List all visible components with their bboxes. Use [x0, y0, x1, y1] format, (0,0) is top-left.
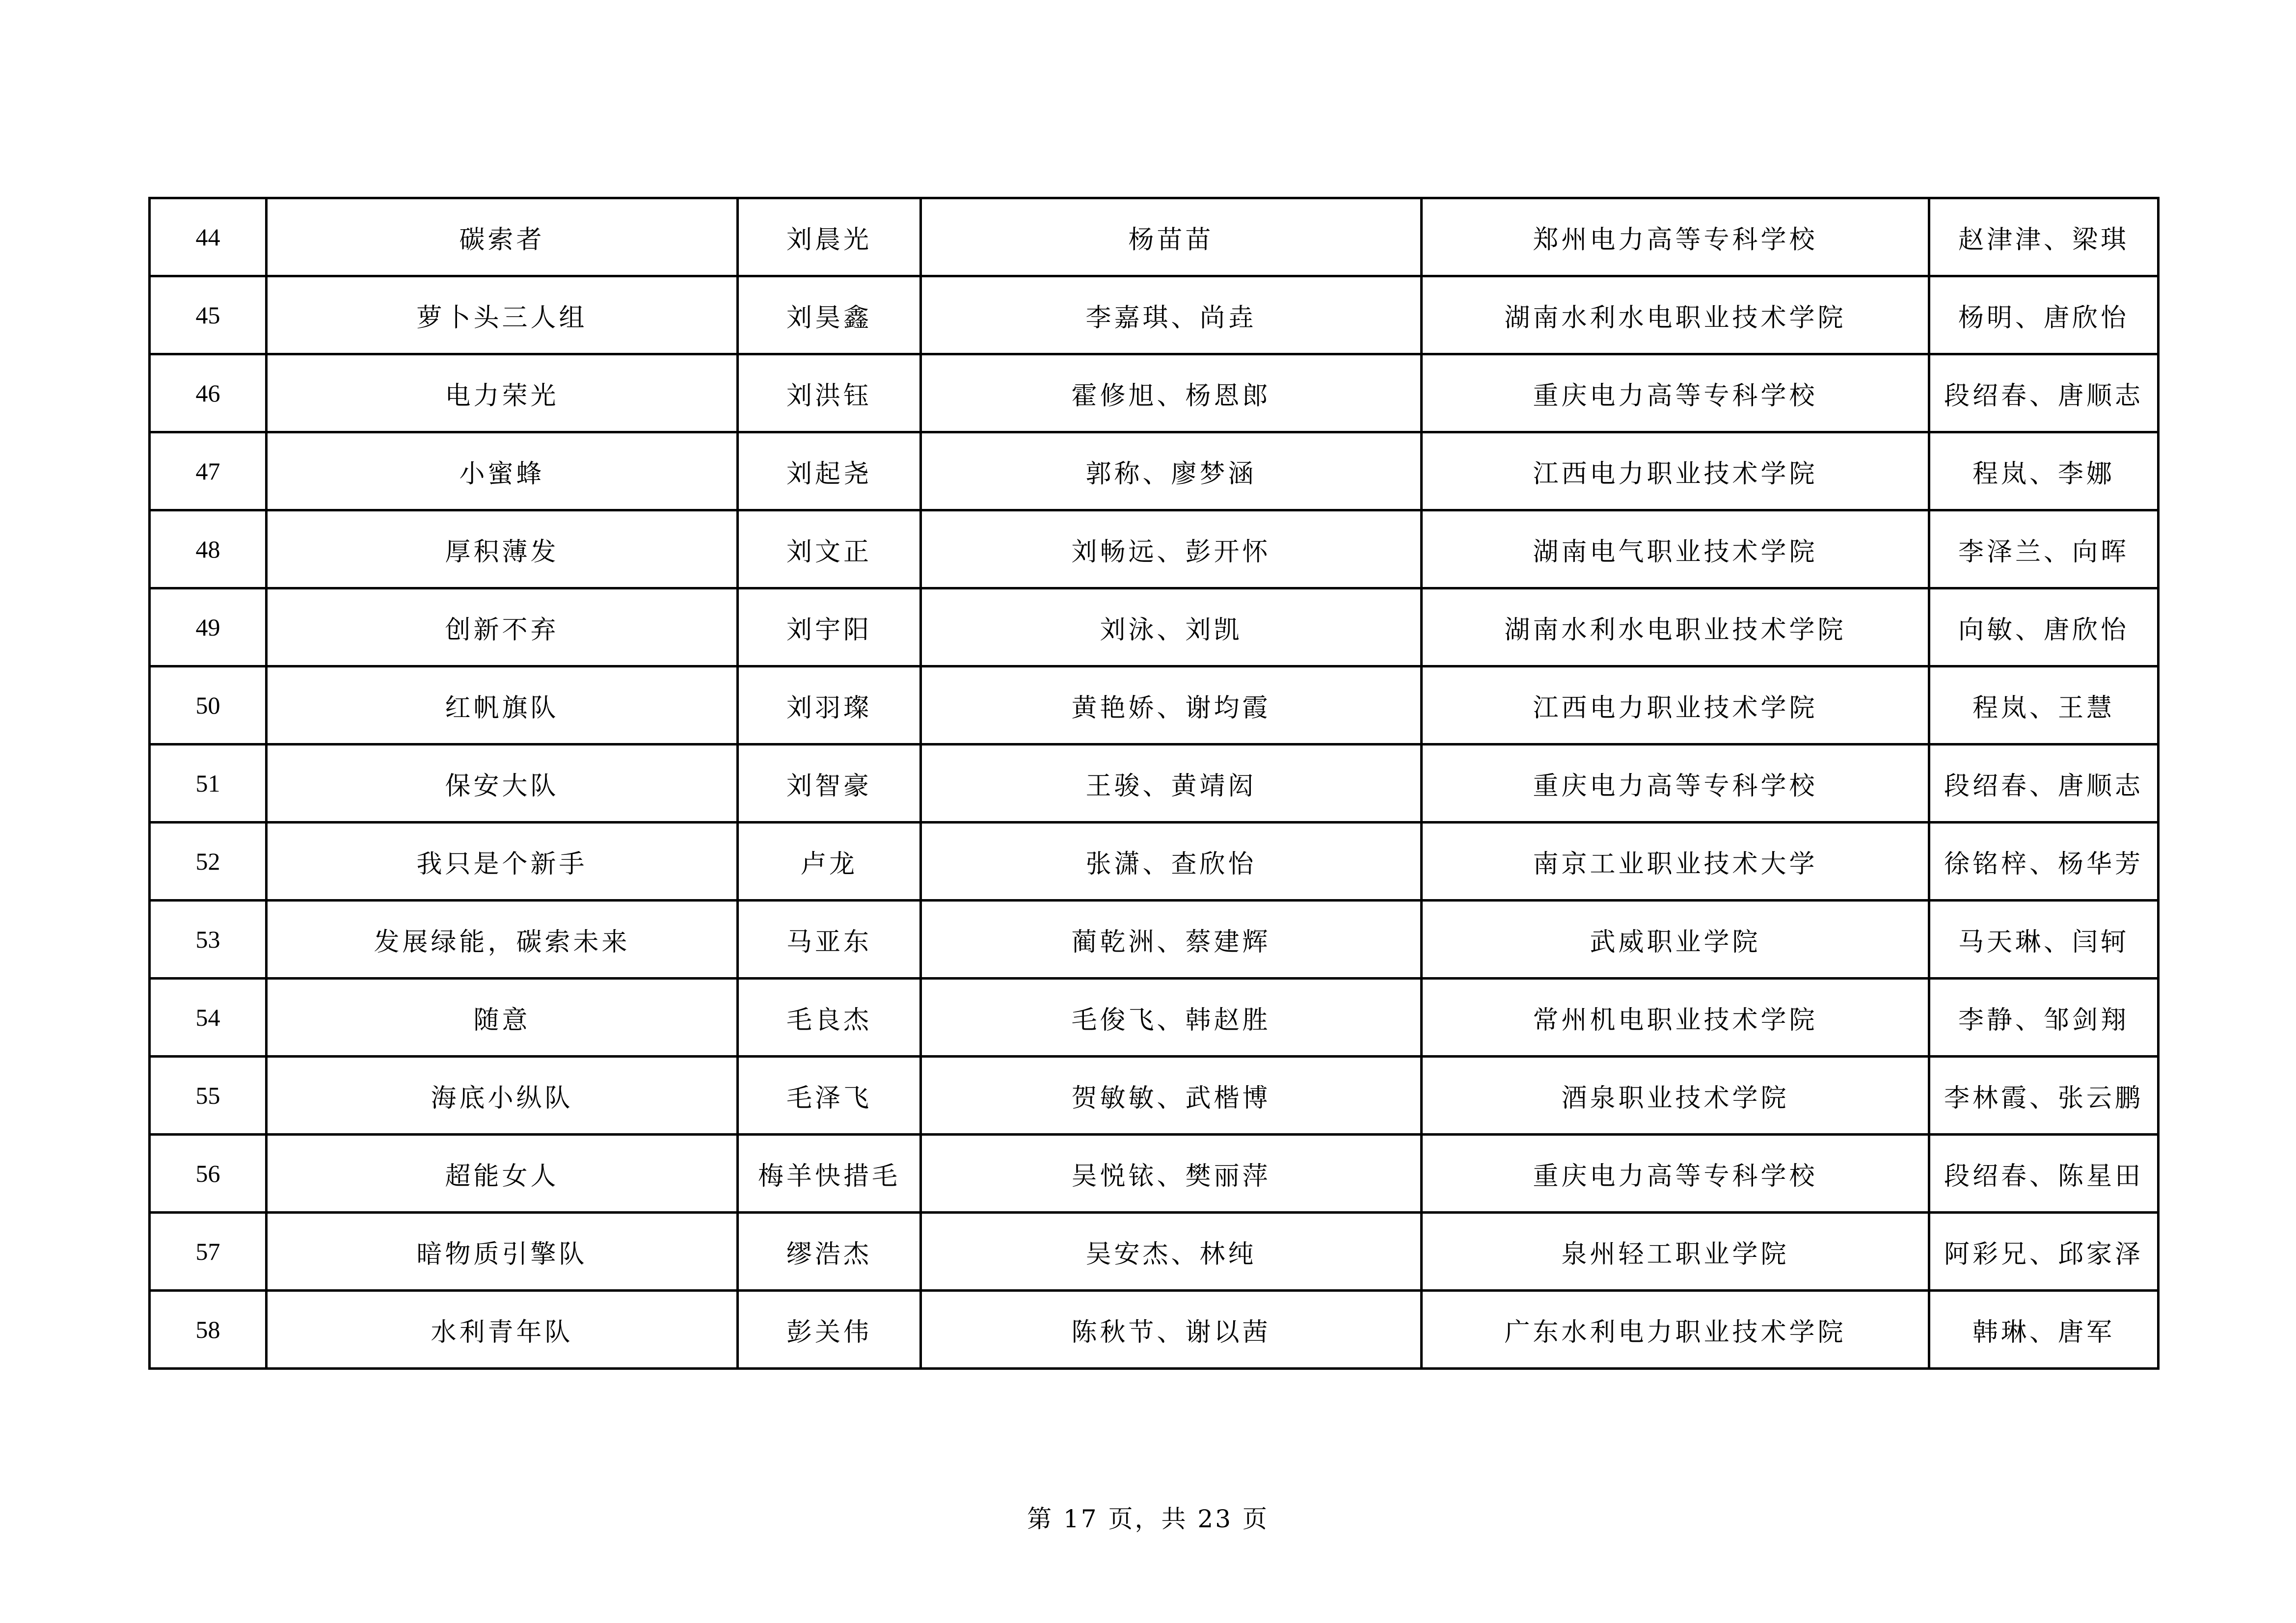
leader-name-cell: 刘洪钰	[738, 354, 921, 432]
advisor-names-cell: 段绍春、陈星田	[1929, 1135, 2159, 1213]
member-names-cell: 郭称、廖梦涵	[921, 432, 1422, 510]
member-names-cell: 黄艳娇、谢均霞	[921, 666, 1422, 745]
advisor-names-cell: 马天琳、闫轲	[1929, 901, 2159, 979]
row-number-cell: 57	[150, 1213, 267, 1291]
member-names-cell: 蔺乾洲、蔡建辉	[921, 901, 1422, 979]
school-name-cell: 武威职业学院	[1422, 901, 1929, 979]
leader-name-cell: 彭关伟	[738, 1291, 921, 1369]
leader-name-cell: 刘智豪	[738, 745, 921, 823]
member-names-cell: 霍修旭、杨恩郎	[921, 354, 1422, 432]
team-name-cell: 我只是个新手	[267, 823, 738, 901]
team-roster-table	[148, 197, 2160, 1370]
table-row	[150, 1291, 2159, 1369]
school-name-cell: 重庆电力高等专科学校	[1422, 354, 1929, 432]
advisor-names-cell: 段绍春、唐顺志	[1929, 745, 2159, 823]
advisor-names-cell: 李静、邹剑翔	[1929, 979, 2159, 1057]
school-name-cell: 常州机电职业技术学院	[1422, 979, 1929, 1057]
team-name-cell: 水利青年队	[267, 1291, 738, 1369]
member-names-cell: 杨苗苗	[921, 198, 1422, 276]
member-names-cell: 吴悦铱、樊丽萍	[921, 1135, 1422, 1213]
team-name-cell: 电力荣光	[267, 354, 738, 432]
table-row	[150, 1057, 2159, 1135]
table-row	[150, 901, 2159, 979]
advisor-names-cell: 杨明、唐欣怡	[1929, 276, 2159, 354]
school-name-cell: 湖南水利水电职业技术学院	[1422, 276, 1929, 354]
member-names-cell: 刘畅远、彭开怀	[921, 510, 1422, 588]
leader-name-cell: 梅羊快措毛	[738, 1135, 921, 1213]
school-name-cell: 重庆电力高等专科学校	[1422, 745, 1929, 823]
advisor-names-cell: 程岚、王慧	[1929, 666, 2159, 745]
team-name-cell: 创新不弃	[267, 588, 738, 666]
school-name-cell: 湖南水利水电职业技术学院	[1422, 588, 1929, 666]
advisor-names-cell: 向敏、唐欣怡	[1929, 588, 2159, 666]
row-number-cell: 51	[150, 745, 267, 823]
school-name-cell: 江西电力职业技术学院	[1422, 666, 1929, 745]
member-names-cell: 毛俊飞、韩赵胜	[921, 979, 1422, 1057]
school-name-cell: 南京工业职业技术大学	[1422, 823, 1929, 901]
team-name-cell: 萝卜头三人组	[267, 276, 738, 354]
member-names-cell: 李嘉琪、尚垚	[921, 276, 1422, 354]
team-name-cell: 超能女人	[267, 1135, 738, 1213]
school-name-cell: 泉州轻工职业学院	[1422, 1213, 1929, 1291]
member-names-cell: 王骏、黄靖闳	[921, 745, 1422, 823]
row-number-cell: 54	[150, 979, 267, 1057]
row-number-cell: 44	[150, 198, 267, 276]
team-name-cell: 小蜜蜂	[267, 432, 738, 510]
row-number-cell: 49	[150, 588, 267, 666]
row-number-cell: 55	[150, 1057, 267, 1135]
leader-name-cell: 毛泽飞	[738, 1057, 921, 1135]
advisor-names-cell: 程岚、李娜	[1929, 432, 2159, 510]
table-body	[150, 198, 2159, 1369]
leader-name-cell: 马亚东	[738, 901, 921, 979]
table-row	[150, 666, 2159, 745]
table-row	[150, 1213, 2159, 1291]
team-name-cell: 海底小纵队	[267, 1057, 738, 1135]
table-row	[150, 745, 2159, 823]
team-name-cell: 随意	[267, 979, 738, 1057]
member-names-cell: 刘泳、刘凯	[921, 588, 1422, 666]
row-number-cell: 56	[150, 1135, 267, 1213]
table-row	[150, 276, 2159, 354]
leader-name-cell: 卢龙	[738, 823, 921, 901]
row-number-cell: 45	[150, 276, 267, 354]
advisor-names-cell: 徐铭梓、杨华芳	[1929, 823, 2159, 901]
row-number-cell: 47	[150, 432, 267, 510]
row-number-cell: 46	[150, 354, 267, 432]
leader-name-cell: 刘文正	[738, 510, 921, 588]
team-name-cell: 厚积薄发	[267, 510, 738, 588]
advisor-names-cell: 韩琳、唐军	[1929, 1291, 2159, 1369]
page-footer: 第 17 页，共 23 页	[1027, 1505, 1269, 1533]
member-names-cell: 张潇、查欣怡	[921, 823, 1422, 901]
team-name-cell: 碳索者	[267, 198, 738, 276]
table-row	[150, 979, 2159, 1057]
leader-name-cell: 刘羽璨	[738, 666, 921, 745]
row-number-cell: 48	[150, 510, 267, 588]
school-name-cell: 重庆电力高等专科学校	[1422, 1135, 1929, 1213]
table-row	[150, 588, 2159, 666]
table-row	[150, 823, 2159, 901]
member-names-cell: 陈秋节、谢以茜	[921, 1291, 1422, 1369]
table-row	[150, 432, 2159, 510]
team-name-cell: 保安大队	[267, 745, 738, 823]
leader-name-cell: 刘昊鑫	[738, 276, 921, 354]
row-number-cell: 53	[150, 901, 267, 979]
team-name-cell: 红帆旗队	[267, 666, 738, 745]
school-name-cell: 酒泉职业技术学院	[1422, 1057, 1929, 1135]
row-number-cell: 52	[150, 823, 267, 901]
table-row	[150, 510, 2159, 588]
member-names-cell: 吴安杰、林纯	[921, 1213, 1422, 1291]
advisor-names-cell: 赵津津、梁琪	[1929, 198, 2159, 276]
leader-name-cell: 毛良杰	[738, 979, 921, 1057]
table-row	[150, 1135, 2159, 1213]
row-number-cell: 50	[150, 666, 267, 745]
school-name-cell: 郑州电力高等专科学校	[1422, 198, 1929, 276]
member-names-cell: 贺敏敏、武楷博	[921, 1057, 1422, 1135]
row-number-cell: 58	[150, 1291, 267, 1369]
leader-name-cell: 刘起尧	[738, 432, 921, 510]
school-name-cell: 江西电力职业技术学院	[1422, 432, 1929, 510]
leader-name-cell: 刘宇阳	[738, 588, 921, 666]
table-row	[150, 198, 2159, 276]
table-row	[150, 354, 2159, 432]
advisor-names-cell: 段绍春、唐顺志	[1929, 354, 2159, 432]
advisor-names-cell: 李泽兰、向晖	[1929, 510, 2159, 588]
leader-name-cell: 缪浩杰	[738, 1213, 921, 1291]
team-name-cell: 发展绿能，碳索未来	[267, 901, 738, 979]
team-name-cell: 暗物质引擎队	[267, 1213, 738, 1291]
leader-name-cell: 刘晨光	[738, 198, 921, 276]
school-name-cell: 广东水利电力职业技术学院	[1422, 1291, 1929, 1369]
advisor-names-cell: 李林霞、张云鹏	[1929, 1057, 2159, 1135]
school-name-cell: 湖南电气职业技术学院	[1422, 510, 1929, 588]
advisor-names-cell: 阿彩兄、邱家泽	[1929, 1213, 2159, 1291]
